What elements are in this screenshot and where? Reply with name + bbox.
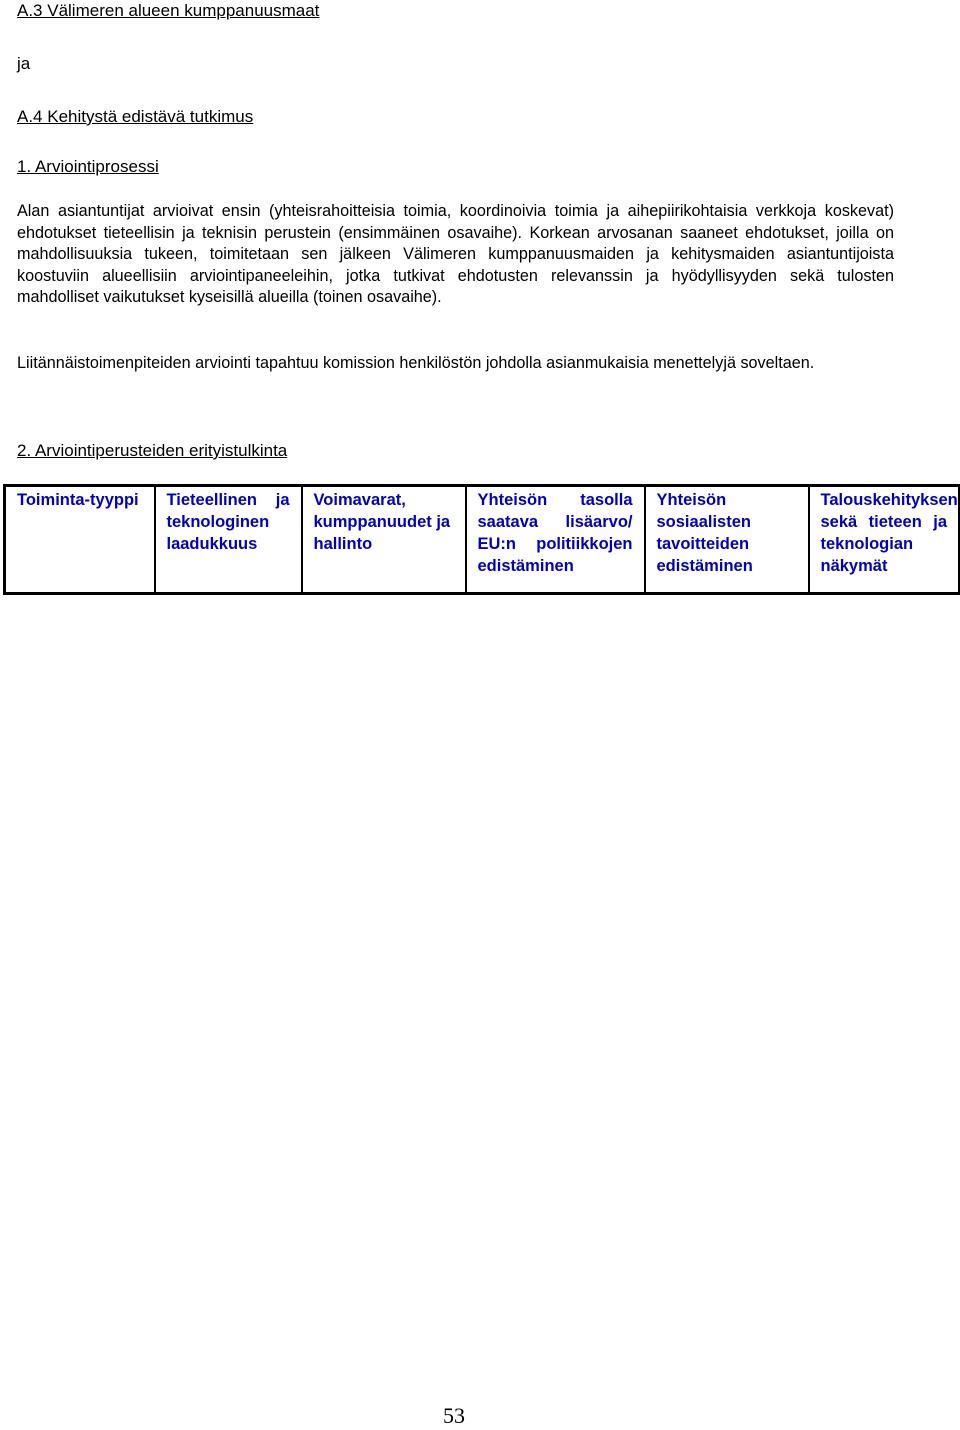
criteria-table: [3, 484, 960, 595]
table-cell-social-objectives: [645, 486, 809, 594]
column-header: Talouskehityksen sekä tieteen ja teknologian näkymät: [820, 491, 958, 575]
section-2-title: 2. Arviointiperusteiden erityistulkinta: [17, 441, 288, 460]
table-cell-economic-outlook: [809, 486, 960, 594]
table-cell-action-type: [5, 486, 155, 594]
column-header: Voimavarat, kumppanuudet ja hallinto: [313, 491, 451, 553]
page-number: 53: [443, 1403, 465, 1428]
table-cell-scientific-quality: [155, 486, 302, 594]
paragraph-evaluation-process: Alan asiantuntijat arvioivat ensin (yhteisrahoitteisia toimia, koordinoivia toimia ja aihepiirikohtaisia verkkoja koskevat) ehdotukset tieteellisin ja teknisin perustein (ensimmäinen osavaihe). Korkean arvosanan saaneet ehdotukset, joilla on mahdollisuuksia tukeen, toimitetaan sen jälkeen Välimeren kumppanuusmaiden ja kehitysmaiden asiantuntijoista koostuviin alueellisiin arviointipaneeleihin, jotka tutkivat ehdotusten relevanssin ja hyödyllisyyden sekä tulosten mahdolliset vaikutukset kyseisillä alueilla (toinen osavaihe).: [17, 202, 894, 307]
section-1-title: 1. Arviointiprosessi: [17, 157, 159, 176]
column-header: Yhteisön sosiaalisten tavoitteiden edistäminen: [656, 491, 753, 575]
column-header: Yhteisön tasolla saatava lisäarvo/ EU:n politiikkojen edistäminen: [477, 491, 633, 575]
paragraph-accompanying-measures: Liitännäistoimenpiteiden arviointi tapahtuu komission henkilöstön johdolla asianmukaisia menettelyjä soveltaen.: [17, 354, 815, 372]
table-cell-added-value: [466, 486, 645, 594]
table-cell-resources: [302, 486, 466, 594]
heading-a3: A.3 Välimeren alueen kumppanuusmaat: [17, 1, 320, 20]
column-header: Toiminta-tyyppi: [17, 491, 139, 509]
column-header: Tieteellinen ja teknologinen laadukkuus: [166, 491, 290, 553]
heading-connector: ja: [17, 54, 31, 73]
heading-a4: A.4 Kehitystä edistävä tutkimus: [17, 107, 254, 126]
table-row: [5, 486, 960, 594]
